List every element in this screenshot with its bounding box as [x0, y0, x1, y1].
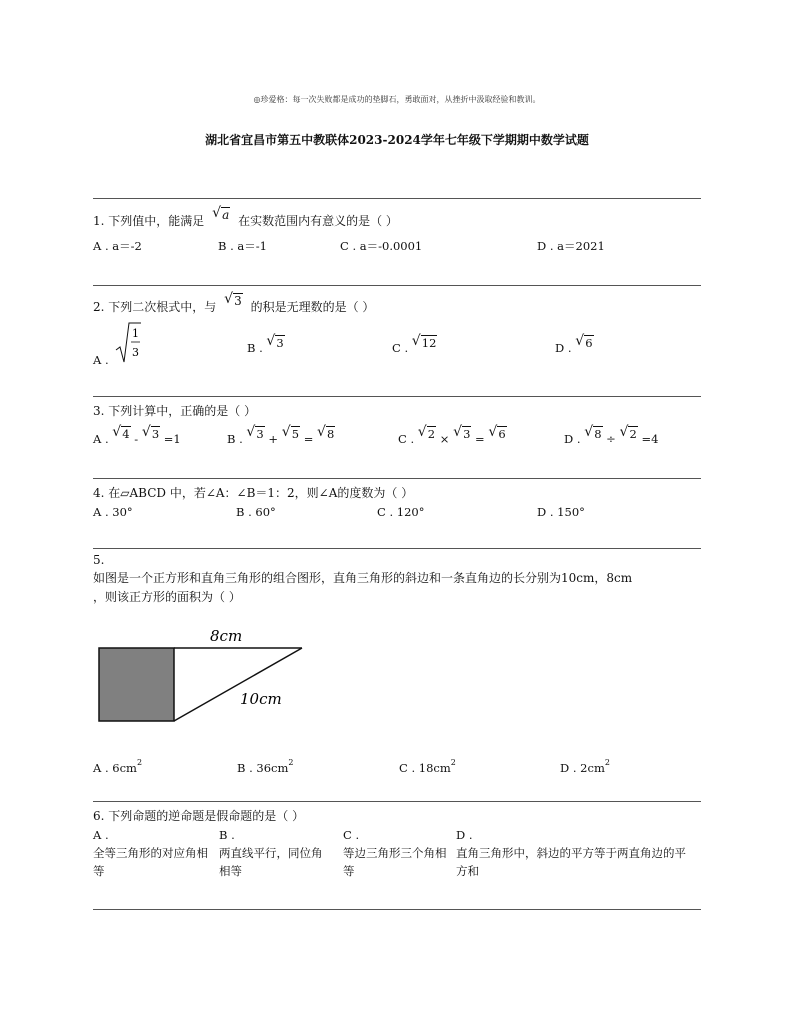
sqrt-3: √ 3	[224, 294, 243, 308]
q4-option-d[interactable]: D . 150°	[537, 505, 585, 519]
question-5-line-1: 如图是一个正方形和直角三角形的组合图形，直角三角形的斜边和一条直角边的长分别为10cm，8cm	[93, 571, 633, 585]
sqrt-3: √ 3	[266, 336, 284, 350]
sqrt-a: √ a	[212, 208, 230, 222]
divider	[93, 801, 701, 802]
q1-option-c[interactable]: C . a＝-0.0001	[340, 239, 423, 253]
sqrt-6: √ 6	[488, 427, 506, 441]
triangle-hypotenuse	[174, 648, 302, 721]
q4-option-b[interactable]: B . 60°	[236, 505, 276, 519]
q3-option-a[interactable]: A . √ 4 - √ 3 =1	[93, 432, 181, 446]
q6-option-a[interactable]: A . 全等三角形的对应角相等	[93, 828, 208, 878]
page-title: 湖北省宜昌市第五中教联体2023-2024学年七年级下学期期中数学试题	[205, 133, 589, 147]
sqrt-2: √ 2	[619, 427, 637, 441]
sqrt-2: √ 2	[418, 427, 436, 441]
question-5-number: 5.	[93, 553, 105, 567]
question-3-stem: 3. 下列计算中，正确的是（ ）	[93, 404, 257, 418]
q4-option-c[interactable]: C . 120°	[377, 505, 425, 519]
q5-option-a[interactable]: A . $6cm^2$	[93, 758, 143, 775]
q2-option-a-label[interactable]: A .	[93, 353, 109, 367]
divider	[93, 478, 701, 479]
q6-option-c[interactable]: C . 等边三角形三个角相等	[343, 828, 447, 878]
fraction-denominator: 3	[132, 346, 139, 359]
q2-option-c[interactable]: C . √ 12	[392, 341, 437, 355]
q2-option-d[interactable]: D . √ 6	[555, 341, 594, 355]
divider	[93, 548, 701, 549]
question-2-stem: 2. 下列二次根式中，与 √ 3 的积是无理数的是（ ）	[93, 298, 374, 315]
fraction-numerator: 1	[132, 327, 139, 340]
question-6-stem: 6. 下列命题的逆命题是假命题的是（ ）	[93, 809, 305, 823]
divider	[93, 909, 701, 910]
sqrt-8: √ 8	[317, 427, 335, 441]
sqrt-3: √ 3	[246, 427, 264, 441]
q3-option-d[interactable]: D . √ 8 ÷ √ 2 =4	[564, 432, 658, 446]
sqrt-6: √ 6	[575, 336, 593, 350]
label-10cm: 10cm	[240, 690, 282, 708]
divider	[93, 396, 701, 397]
square-triangle-figure	[90, 622, 320, 732]
sqrt-12: √ 12	[412, 336, 438, 350]
square-shape	[99, 648, 174, 721]
question-1-stem: 1. 下列值中，能满足 √ a 在实数范围内有意义的是（ ）	[93, 212, 398, 229]
sqrt-8: √ 8	[584, 427, 602, 441]
q1-option-d[interactable]: D . a＝2021	[537, 239, 605, 253]
q2-option-b[interactable]: B . √ 3	[247, 341, 285, 355]
q4-option-a[interactable]: A . 30°	[93, 505, 133, 519]
q6-option-b[interactable]: B . 两直线平行，同位角相等	[219, 828, 323, 878]
sqrt-3: √ 3	[142, 427, 160, 441]
sqrt-4: √ 4	[112, 427, 130, 441]
motto-text: ◎珍爱格：每一次失败都是成功的垫脚石，勇敢面对，从挫折中汲取经验和教训。	[253, 95, 541, 104]
q5-option-c[interactable]: C . $18cm^2$	[399, 758, 456, 775]
q3-option-c[interactable]: C . √ 2 × √ 3 = √ 6	[398, 432, 507, 446]
q2-option-a-fraction-radical	[114, 320, 142, 364]
question-4-stem: 4. 在▱ABCD 中，若∠A：∠B＝1：2，则∠A的度数为（ ）	[93, 486, 414, 500]
divider	[93, 285, 701, 286]
q1-option-b[interactable]: B . a＝-1	[218, 239, 267, 253]
sqrt-3: √ 3	[453, 427, 471, 441]
question-5-line-2: ，则该正方形的面积为（ ）	[93, 590, 241, 604]
divider	[93, 198, 701, 199]
q5-option-d[interactable]: D . $2cm^2$	[560, 758, 610, 775]
label-8cm: 8cm	[210, 627, 243, 645]
q1-option-a[interactable]: A . a＝-2	[93, 239, 142, 253]
q6-option-d[interactable]: D . 直角三角形中，斜边的平方等于两直角边的平方和	[456, 828, 686, 878]
q3-option-b[interactable]: B . √ 3 + √ 5 = √ 8	[227, 432, 335, 446]
q5-option-b[interactable]: B . $36cm^2$	[237, 758, 294, 775]
sqrt-5: √ 5	[282, 427, 300, 441]
